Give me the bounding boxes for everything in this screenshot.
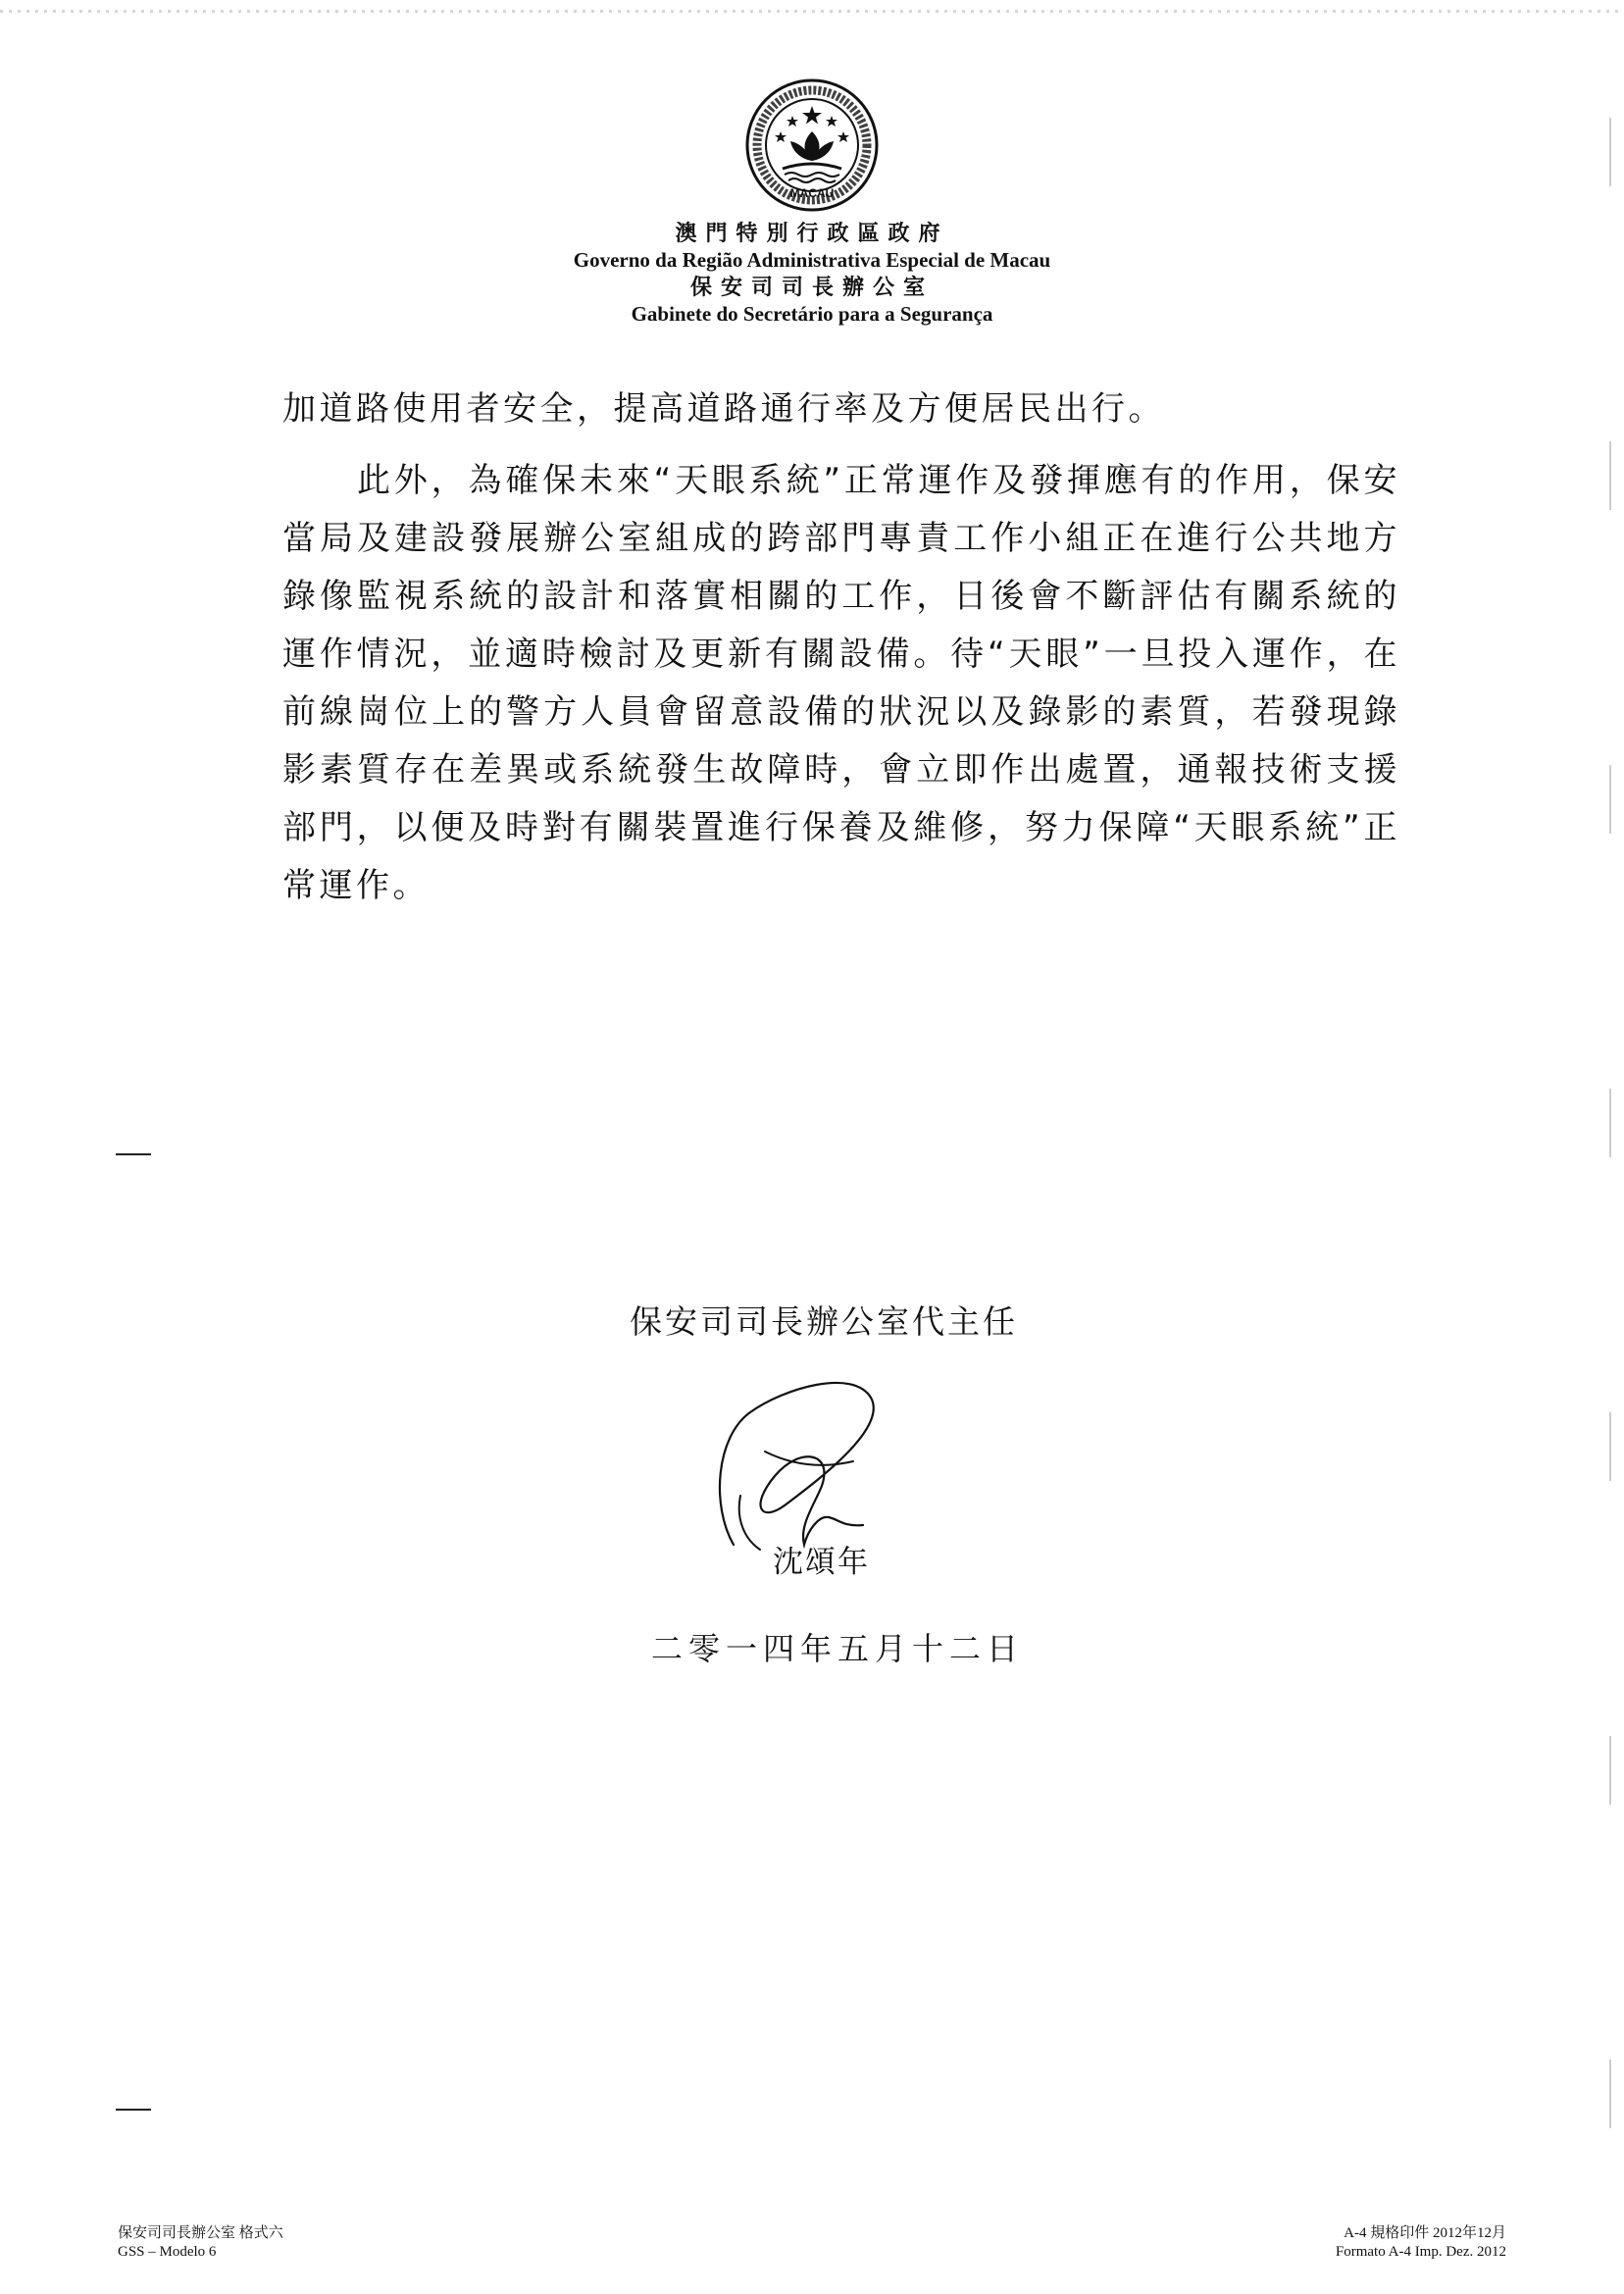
letter-body <box>282 381 1400 915</box>
scan-artifact-right <box>1609 0 1611 2294</box>
signatory-title: 保安司司長辦公室代主任 <box>630 1302 1018 1341</box>
government-name-zh: 澳門特別行政區政府 <box>675 221 949 246</box>
footer-form-code-pt: GSS – Modelo 6 <box>118 2244 217 2260</box>
signatory-name: 沈頌年 <box>773 1545 870 1580</box>
scan-mark-left-1 <box>116 1153 151 1155</box>
office-name-pt: Gabinete do Secretário para a Segurança <box>631 302 993 326</box>
scan-mark-left-2 <box>116 2109 151 2111</box>
office-name-zh: 保安司司長辦公室 <box>689 275 934 300</box>
footer-form-code-zh: 保安司司長辦公室 格式六 <box>118 2225 283 2241</box>
letter-date: 二零一四年五月十二日 <box>651 1630 1025 1667</box>
svg-text:MACAU: MACAU <box>789 186 835 200</box>
body-paragraph-2: 此外，為確保未來“天眼系統”正常運作及發揮應有的作用，保安當局及建設發展辦公室組成的跨部門專責工作小組正在進行公共地方錄像監視系統的設計和落實相關的工作，日後會不斷評估有關系統的運作情況，並適時檢討及更新有關設備。待“天眼”一旦投入運作，在前線崗位上的警方人員會留意設備的狀況以及錄影的素質，若發現錄影素質存在差異或系統發生故障時，會立即作出處置，通報技術支援部門，以便及時對有關裝置進行保養及維修，努力保障“天眼系統”正常運作。 <box>282 461 1400 905</box>
macau-emblem-icon <box>743 76 881 214</box>
footer-form-code <box>118 2224 283 2262</box>
footer-print-format <box>1336 2224 1506 2262</box>
government-name-pt: Governo da Região Administrativa Especial de Macau <box>573 248 1051 272</box>
body-paragraph-1: 加道路使用者安全，提高道路通行率及方便居民出行。 <box>282 389 1165 429</box>
letterhead <box>469 76 1155 328</box>
scan-artifact-top <box>0 10 1624 13</box>
footer-print-format-pt: Formato A-4 Imp. Dez. 2012 <box>1335 2244 1506 2260</box>
footer-print-format-zh: A-4 規格印件 2012年12月 <box>1344 2225 1506 2241</box>
